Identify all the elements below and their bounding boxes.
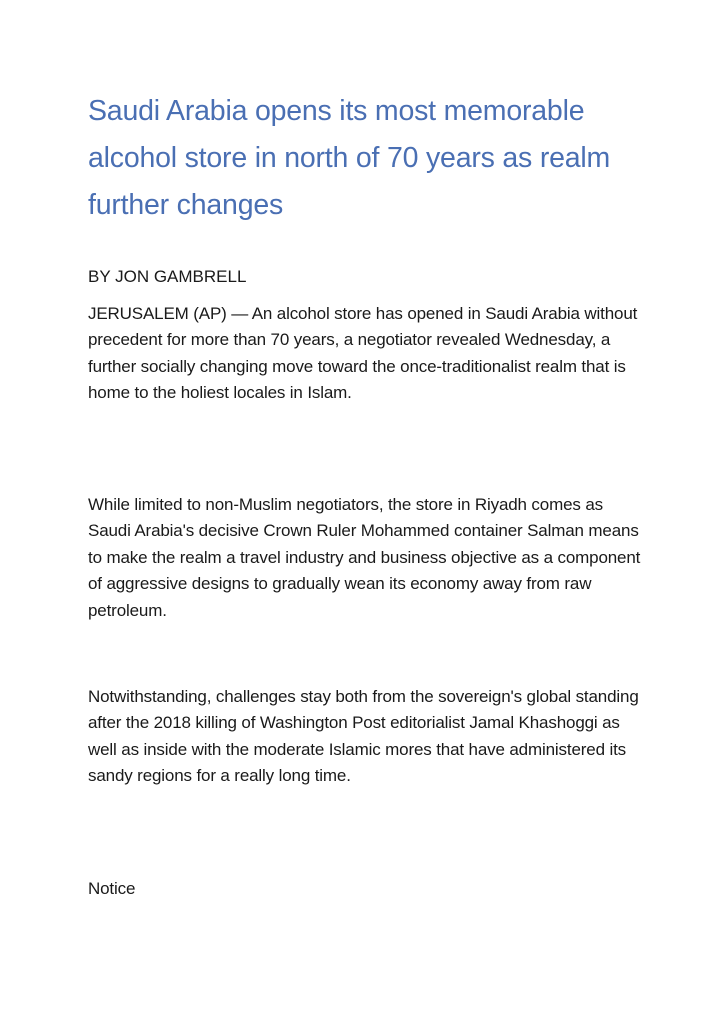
article-paragraph-3: Notwithstanding, challenges stay both from the sovereign's global standing after the 2018 killing of Washington Post editorialist Jamal Khashoggi as well as inside with the moderate Islamic mores that have administered its sandy regions for a really long time. — [88, 687, 639, 786]
article-paragraph-2: While limited to non-Muslim negotiators, the store in Riyadh comes as Saudi Arabia's decisive Crown Ruler Mohammed container Salman means to make the realm a travel industry and business objective as a component of aggressive designs to gradually wean its economy away from raw petroleum. — [88, 495, 641, 620]
article-byline: BY JON GAMBRELL — [88, 267, 247, 286]
article-paragraph-4: Notice — [88, 879, 136, 898]
article-paragraph-1: JERUSALEM (AP) — An alcohol store has opened in Saudi Arabia without precedent for more than 70 years, a negotiator revealed Wednesday, a further socially changing move toward the once-traditionalist realm that is home to the holiest locales in Islam. — [88, 304, 638, 403]
article-title: Saudi Arabia opens its most memorable alcohol store in north of 70 years as realm further changes — [88, 95, 611, 221]
